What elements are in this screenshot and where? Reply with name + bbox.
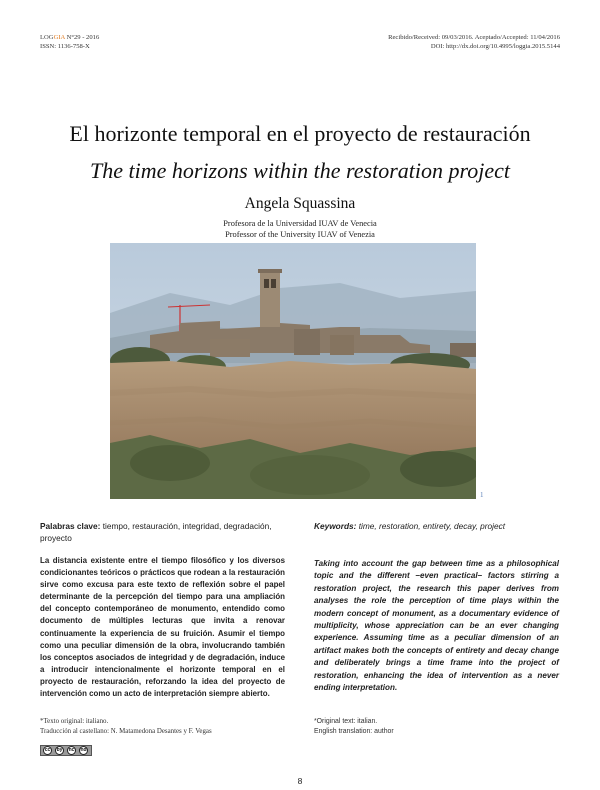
doi-link[interactable]: DOI: http://dx.doi.org/10.4995/loggia.2015.5144 xyxy=(430,43,560,50)
title-spanish: El horizonte temporal en el proyecto de restauración xyxy=(69,121,531,146)
figure-number: 1 xyxy=(480,491,484,499)
footnote-original-text-en: *Original text: italian. xyxy=(314,718,378,725)
keywords-english xyxy=(314,520,559,532)
keywords-label-en: Keywords: xyxy=(314,521,357,531)
title-english: The time horizons within the restoration project xyxy=(89,158,511,183)
cc-icon: cc xyxy=(44,747,51,753)
keywords-spanish xyxy=(40,520,285,544)
affiliation-english: Professor of the University IUAV of Venezia xyxy=(225,230,375,239)
affiliation-spanish: Profesora de la Universidad IUAV de Venecia xyxy=(223,219,377,228)
by-icon: by xyxy=(56,747,63,753)
footnote-translation-es: Traducción al castellano: N. Matamedona Desantes y F. Vegas xyxy=(40,727,212,735)
issn: ISSN: 1136-758-X xyxy=(40,43,90,50)
journal-name-part-a: LOG xyxy=(40,34,54,41)
footnote-original-text-es: *Texto original: italiano. xyxy=(40,718,109,725)
keywords-text-en: time, restoration, entirety, decay, project xyxy=(356,521,506,531)
nc-icon: nc xyxy=(68,747,75,753)
footnote-translation-en: English translation: author xyxy=(314,727,394,735)
author-name: Angela Squassina xyxy=(244,195,356,212)
keywords-text-es: tiempo, restauración, integridad, degradación, proyecto xyxy=(40,521,272,543)
publication-info xyxy=(388,33,560,51)
keywords-label-es: Palabras clave: xyxy=(40,521,101,531)
photo-illustration xyxy=(110,243,476,499)
footnote-spanish xyxy=(40,717,212,736)
issue-number: N°29 - 2016 xyxy=(64,34,100,41)
journal-header xyxy=(40,33,99,51)
creative-commons-license-badge[interactable] xyxy=(40,745,92,756)
received-accepted-dates: Recibido/Received: 09/03/2016. Aceptado/Accepted: 11/04/2016 xyxy=(388,34,560,41)
page-number: 8 xyxy=(297,776,303,786)
footnote-english xyxy=(314,717,394,736)
abstract-spanish: La distancia existente entre el tiempo filosófico y los diversos condicionantes teóricos o prácticos que rodean a la restauración sirve como excusa para este texto de reflexión sobre el papel determinante de la percepción del tiempo para una ampliación del concepto contemporáneo de monumento, entendido como documento de múltiples lecturas que invita a renovar continuamente la experiencia de su fruición. Asumir el tiempo como una peculiar dimensión de la obra, involucrando también los conceptos asociados de integridad y de degradación, induce a introducir intencionalmente el horizonte temporal en el proyecto de restauración, reforzando la idea del proyecto de intervención como un acto de interpretación siempre abierto. xyxy=(40,556,285,699)
journal-issue xyxy=(40,33,99,42)
journal-name-part-b: GIA xyxy=(53,34,65,41)
abstract-english: Taking into account the gap between time as a philosophical topic and the different –even practical– factors stirring a restoration project, the research this paper derives from analyses the role the perception of time plays within the modern concept of monument, as a documentary evidence of multiplicity, whose appreciation can be an ever changing experience. Assuming time as a peculiar dimension of an artifact makes both the concepts of entirety and decay change and deliberately brings a time frame into the project of restoration, enhancing the idea of intervention as a never ending interpretation. xyxy=(314,559,559,693)
hilltop-village-photo xyxy=(110,243,476,499)
nd-icon: nd xyxy=(80,747,87,753)
